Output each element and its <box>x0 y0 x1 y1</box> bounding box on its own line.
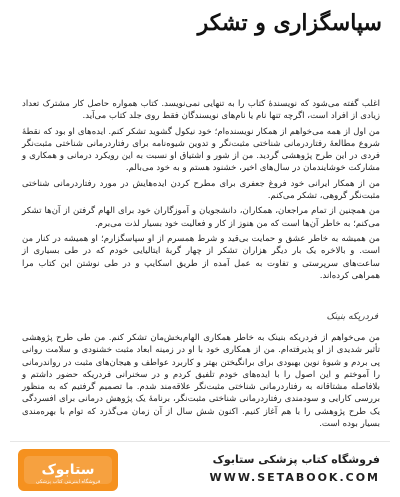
logo-text: ستابوک <box>41 462 95 478</box>
setabook-logo-mark <box>22 453 114 487</box>
watermark-footer <box>0 441 400 497</box>
footer-divider <box>10 441 390 442</box>
paragraph: من می‌خواهم از فردریکه بنینک به خاطر همکاری الهام‌بخش‌مان تشکر کنم. من طی طرح پژوهشی تأثیر شدیدی از او پذیرفته‌ام. من از همکاری خود با او در زمینه ابعاد مثبت خشنودی و سلامت روانی پی بردم و شیوهٔ نوین بهبودی برای برانگیختن بهتر و کاربرد عواطف و هیجان‌های مثبت در رواندرمانی را آموختم و این اصول را با ایده‌های خودم تلفیق کردم و در سخنرانی فردریکه حضور داشتم و بلافاصله مشتاقانه به رفتاردرمانی شناختی مثبت‌نگر علاقه‌مند شدم. ما تصمیم گرفتیم که به منظور بررسی کارایی و سودمندی رفتاردرمانی شناختی مثبت‌نگر، برنامهٔ یک پژوهش درمانی برای افسردگی یک طرح پژوهشی را با هم آغاز کنیم. اکنون شش سال از آن زمان می‌گذرد که توام با بهره‌مندی بسیار بوده است. <box>22 333 380 430</box>
acknowledgements-body <box>22 98 380 285</box>
setabook-logo <box>18 449 118 491</box>
author-subheading: فردریکه بنینک <box>326 312 378 322</box>
page-title: سپاسگزاری و تشکر <box>197 10 382 36</box>
paragraph: من همچنین از تمام مراجعان، همکاران، دانشجویان و آموزگاران خود برای الهام گرفتن از آن‌ها تشکر می‌کنم؛ به خاطر آن‌ها است که من هنوز از کار و فعالیت خود بسیار لذت می‌برم. <box>22 206 380 229</box>
paragraph: من اول از همه می‌خواهم از همکار نویسنده‌ام؛ خود نیکول گشوید تشکر کنم. ایده‌های او بود که نقطۀ شروع مطالعۀ رفتاردرمانی شناختی مثبت‌نگر و تدوین شیوه‌نامه برای رفتاردرمانی شناختی مثبت‌نگر فردی در این طرح پژوهشی گردید. من از شور و اشتیاق او نسبت به این رویکرد درمانی و همکاری و مشارکت خوشایندمان در سال‌های اخیر، خشنود هستم و به خود می‌بالم. <box>22 126 380 174</box>
logo-tagline: فروشگاه اینترنتی کتاب پزشکی <box>35 479 101 485</box>
paragraph: من همیشه به خاطر عشق و حمایت بی‌قید و شرط همسرم از او سپاسگزارم؛ او همیشه در کنار من است. و بالاخره یک بار دیگر هزاران تشکر از چهار گربۀ ایتالیایی خودم که در طی بسیاری از ساعت‌های سرپرستی و تفاوت به عمل آمده از طریق اسکایپ و در طی نوشتن این کتاب مرا همراهی کرده‌اند. <box>22 233 380 281</box>
store-name: فروشگاه کتاب پزشکی ستابوک <box>212 453 380 466</box>
store-url: WWW.SETABOOK.COM <box>209 471 380 484</box>
second-author-body <box>22 332 380 433</box>
paragraph: اغلب گفته می‌شود که نویسندۀ کتاب را به تنهایی نمی‌نویسد. کتاب همواره حاصل کار مشترک تعداد زیادی از افراد است، اگرچه تنها نام یا نام‌های نویسندگان فقط روی جلد کتاب می‌آید. <box>22 99 380 122</box>
paragraph: من از همکار ایرانی خود فروغ جعفری برای مطرح کردن ایده‌هایش در مورد رفتاردرمانی شناختی مثبت‌نگر گروهی، تشکر می‌کنم. <box>22 178 380 202</box>
